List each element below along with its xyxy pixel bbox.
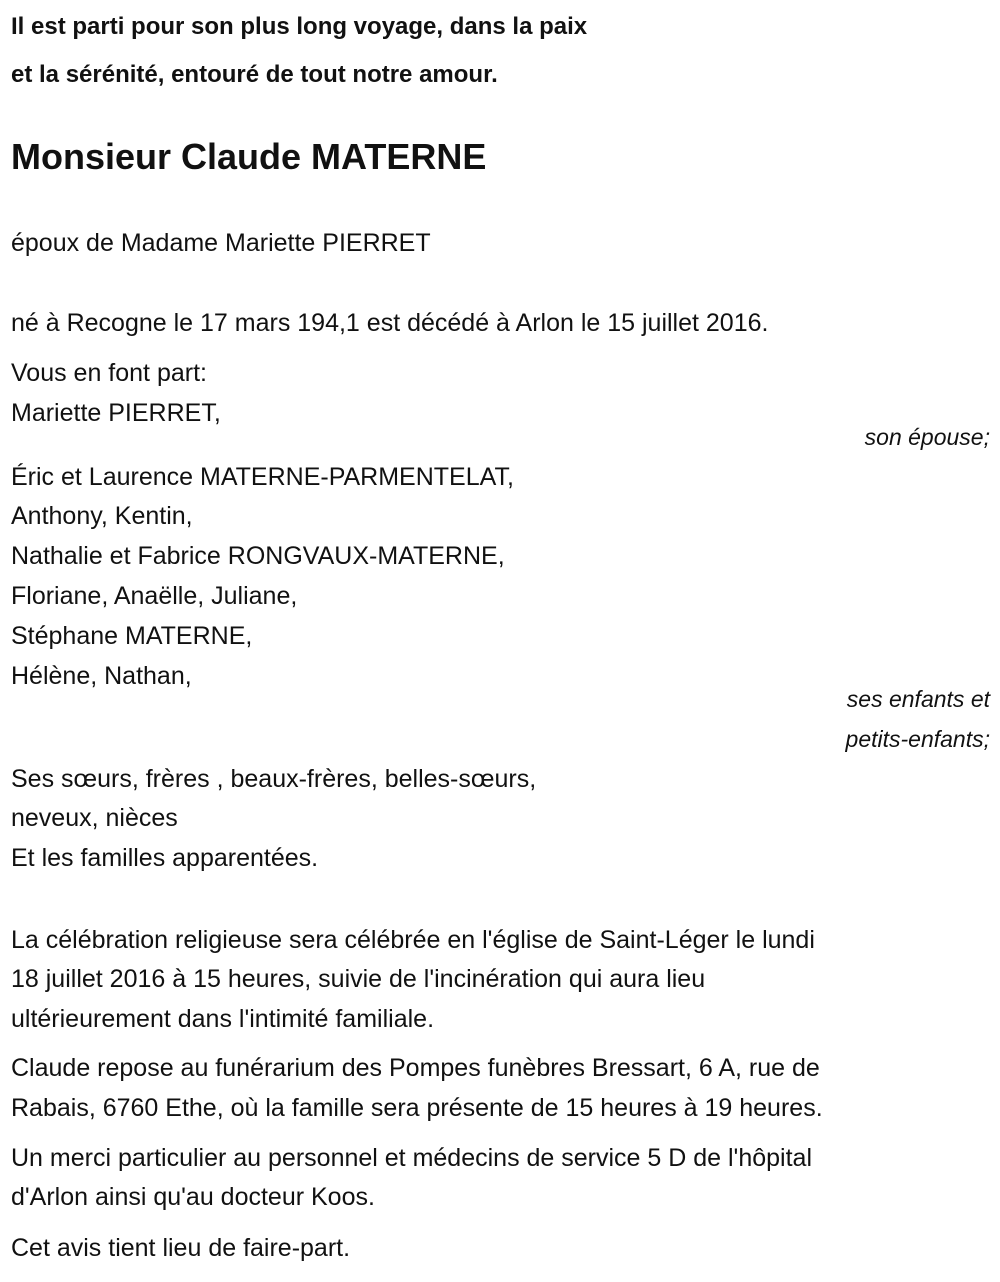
announce-line: Vous en font part:: [11, 359, 207, 387]
birth-death-line: né à Recogne le 17 mars 194,1 est décédé à Arlon le 15 juillet 2016.: [11, 309, 769, 337]
others-line: neveux, nièces: [11, 804, 178, 832]
intro-line-2: et la sérénité, entouré de tout notre amour.: [11, 61, 498, 88]
repose-line: Rabais, 6760 Ethe, où la famille sera présente de 15 heures à 19 heures.: [11, 1094, 823, 1122]
others-line: Ses sœurs, frères , beaux-frères, belles-sœurs,: [11, 765, 537, 793]
child-line: Éric et Laurence MATERNE-PARMENTELAT,: [11, 463, 514, 491]
thanks-line: Un merci particulier au personnel et médecins de service 5 D de l'hôpital: [11, 1144, 813, 1172]
repose-line: Claude repose au funérarium des Pompes funèbres Bressart, 6 A, rue de: [11, 1054, 820, 1082]
ceremony-line: La célébration religieuse sera célébrée en l'église de Saint-Léger le lundi: [11, 926, 815, 954]
child-line: Nathalie et Fabrice RONGVAUX-MATERNE,: [11, 542, 505, 570]
child-line: Floriane, Anaëlle, Juliane,: [11, 582, 298, 610]
page-title: Monsieur Claude MATERNE: [11, 136, 487, 177]
spouse-line: époux de Madame Mariette PIERRET: [11, 229, 431, 257]
children-role: ses enfants et: [846, 686, 990, 712]
child-line: Stéphane MATERNE,: [11, 622, 253, 650]
child-line: Hélène, Nathan,: [11, 662, 192, 690]
spouse-name: Mariette PIERRET,: [11, 399, 221, 427]
children-role: petits-enfants;: [845, 726, 990, 752]
closing-line: Cet avis tient lieu de faire-part.: [11, 1234, 351, 1262]
others-line: Et les familles apparentées.: [11, 844, 319, 872]
ceremony-line: ultérieurement dans l'intimité familiale.: [11, 1005, 435, 1033]
ceremony-line: 18 juillet 2016 à 15 heures, suivie de l'incinération qui aura lieu: [11, 965, 706, 993]
spouse-role: son épouse;: [864, 424, 990, 450]
thanks-line: d'Arlon ainsi qu'au docteur Koos.: [11, 1183, 375, 1211]
child-line: Anthony, Kentin,: [11, 502, 193, 530]
intro-line-1: Il est parti pour son plus long voyage, dans la paix: [11, 13, 588, 40]
